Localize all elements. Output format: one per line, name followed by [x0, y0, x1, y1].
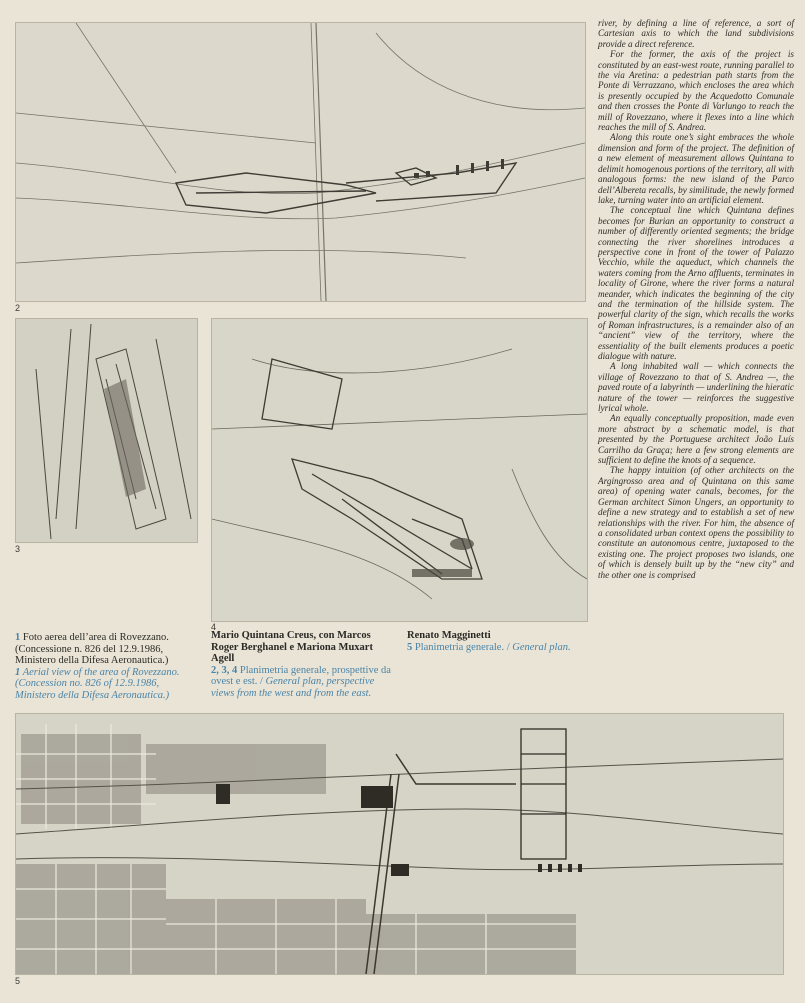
figure-general-plan-top [15, 22, 586, 302]
paragraph: The happy intuition (of other architects on the Argingrosso area and of Quintana on this same area) of opening water canals, becomes, for the German architect Simon Ungers, an opportunity to define a new strategy and to establish a set of new relationships with the river. For him, the absence of a consolidated urban context opens the possibility to constitute an autonomous centre, juxtaposed to the existing one. The project proposes two islands, one of which is densely built up by the “new city” and the other one is comprised [598, 465, 794, 580]
figure-perspective-west [15, 318, 198, 543]
figure-number: 3 [15, 544, 21, 554]
figure-number: 2 [15, 303, 21, 313]
caption-number: 1 [15, 632, 21, 643]
caption-text-english: General plan. [512, 641, 571, 653]
perspective-drawing [16, 319, 197, 542]
caption-text-italian: Planimetria generale. / [414, 641, 510, 653]
paragraph: For the former, the axis of the project is constituted by an east-west route, running parallel to the via Aretina: a pedestrian path starts from the Ponte di Verrazzano, which encloses the area which is presently occupied by the Acquedotto Comunale and then crosses the Ponte di Varlungo to reach the mill of Rovezzano, where it flexes into a line which reaches the mill of S. Andrea. [598, 49, 794, 133]
figure-number: 4 [211, 622, 217, 632]
caption-number: 5 [407, 641, 413, 653]
plan-drawing [16, 23, 585, 301]
figure-number: 5 [15, 976, 21, 986]
paragraph: An equally conceptually proposition, made even more abstract by a schematic model, is that presented by the Portuguese architect João Luís Carrilho da Graça; here a few strong elements are sufficient to define the knots of a sequence. [598, 413, 794, 466]
caption-magginetti [407, 630, 592, 653]
paragraph: Along this route one’s sight embraces the whole dimension and form of the project. The definition of a new element of measurement allows Quintana to delimit homogenous portions of the territory, all with analogous forms: the new island of the Parco dell’Albereta recalls, by similitude, the newly formed lake, turning water into an artificial element. [598, 132, 794, 205]
caption-text-italian: Planimetria generale, prospettive da ovest e est. / [211, 664, 391, 688]
caption-author: Renato Magginetti [407, 630, 491, 641]
figure-general-plan-bottom [15, 713, 784, 975]
caption-text-english: Aerial view of the area of Rovezzano. (Concession no. 826 of 12.9.1986, Ministero della Difesa Aeronautica.) [15, 666, 180, 701]
perspective-drawing [212, 319, 587, 621]
article-text-column [598, 18, 794, 580]
caption-number: 1 [15, 666, 21, 678]
caption-authors: Mario Quintana Creus, con Marcos Roger Berghanel e Mariona Muxart Agell [211, 630, 373, 665]
caption-numbers: 2, 3, 4 [211, 664, 238, 676]
city-plan-drawing [16, 714, 783, 974]
caption-text-english: General plan, perspective views from the west and from the east. [211, 676, 375, 699]
paragraph: river, by defining a line of reference, a sort of Cartesian axis to which the land subdivisions provide a direct reference. [598, 18, 794, 49]
caption-aerial-view [15, 632, 200, 702]
paragraph: A long inhabited wall — which connects the village of Rovezzano to that of S. Andrea —, the paved route of a labyrinth — underlining the hieratic nature of the tower — reinforces the suggestive lyrical whole. [598, 361, 794, 414]
figure-perspective-east [211, 318, 588, 622]
caption-text-italian: Foto aerea dell’area di Rovezzano. (Concessione n. 826 del 12.9.1986, Ministero della Difesa Aeronautica.) [15, 632, 169, 667]
paragraph: The conceptual line which Quintana defines becomes for Burian an opportunity to construct a number of differently oriented segments; the bridge connecting the river shorelines introduces a perspective cone in front of the tower of Palazzo Vecchio, while the aqueduct, which channels the waters coming from the Arno affluents, terminates in locality of Girone, where the river forms a natural meander, which indicates the beginning of the city and the termination of the hillside system. The powerful clarity of the sign, which recalls the works of Roman infrastructures, is a remainder also of an “ancient” view of the territory, where the essentiality of the built elements produces a poetic dialogue with nature. [598, 205, 794, 361]
caption-quintana [211, 630, 396, 700]
